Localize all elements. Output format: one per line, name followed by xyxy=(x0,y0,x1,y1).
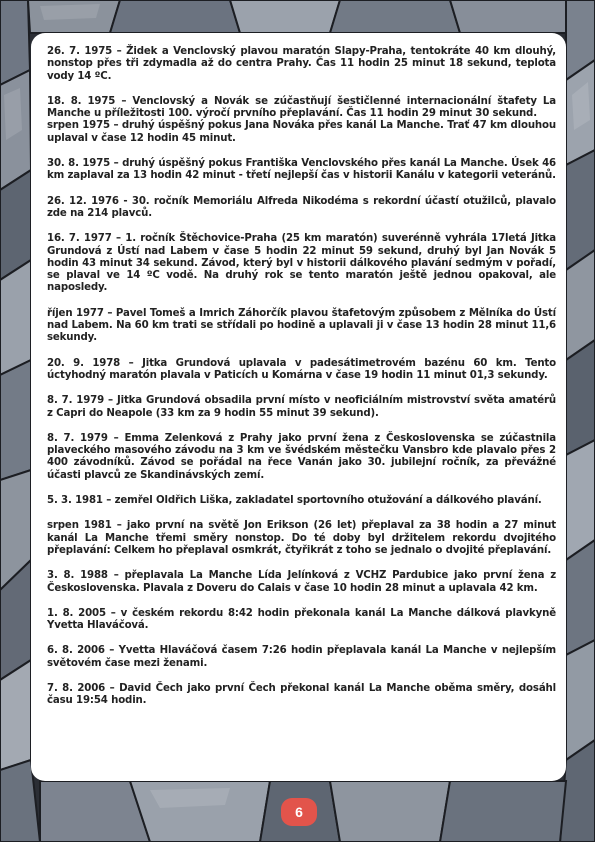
entry-text: srpen 1975 – druhý úspěšný pokus Jana Nováka přes kanál La Manche. Trať 47 km dlouhou uplaval v čase 12 hodin 45 minut. xyxy=(47,120,556,144)
entry-text: 1. 8. 2005 – v českém rekordu 8:42 hodin překonala kanál La Manche dálková plavkyně Yvetta Hlaváčová. xyxy=(47,607,556,632)
timeline-entry xyxy=(47,46,556,83)
timeline-entry xyxy=(47,358,556,383)
entry-text: 7. 8. 2006 – David Čech jako první Čech překonal kanál La Manche oběma směry, dosáhl času 19:54 hodin. xyxy=(47,682,556,707)
entry-text: 16. 7. 1977 – 1. ročník Štěchovice-Praha (25 km maratón) suverénně vyhrála 17letá Jitka Grundová z Ústí nad Labem v čase 5 hodin 22 minut 59 sekund, druhý byl Jan Novák 5 hodin 43 minut 34 sekund. Závod, který byl v historii dálkového plavání sedmým v pořadí, se plaval ve 14 ºC vodě. Na druhý rok se tento maratón ještě jednou opakoval, ale naposledy. xyxy=(47,233,556,294)
entry-text: 8. 7. 1979 – Emma Zelenková z Prahy jako první žena z Československa se zúčastnila plaveckého masového závodu na 3 km ve švédském městečku Vansbro kde plavalo přes 2 400 závodníků. Závod se pořádal na řece Vanán jako 30. jubilejní ročník, za převážné účasti plavců ze Skandinávských zemí. xyxy=(47,432,556,481)
timeline-entry xyxy=(47,233,556,294)
entry-text: 20. 9. 1978 – Jitka Grundová uplavala v padesátimetrovém bazénu 60 km. Tento úctyhodný maratón plavala v Paticích u Komárna v čase 19 hodin 11 minut 01,3 sekundy. xyxy=(47,357,556,381)
entry-text: 6. 8. 2006 – Yvetta Hlaváčová časem 7:26 hodin přeplavala kanál La Manche v nejlepším světovém čase mezi ženami. xyxy=(47,645,556,669)
timeline-entry xyxy=(47,96,556,145)
timeline-entry xyxy=(47,683,556,708)
timeline-entry xyxy=(47,395,556,420)
entry-text: říjen 1977 – Pavel Tomeš a Imrich Záhorčík plavou štafetovým způsobem z Mělníka do Ústí nad Labem. Na 60 km trati se střídali po hodině a uplavali ji v čase 13 hodin 28 minut 11,6 sekundy. xyxy=(47,307,556,344)
timeline-entry xyxy=(47,495,556,507)
text-card xyxy=(31,33,566,781)
entry-text: 8. 7. 1979 – Jitka Grundová obsadila první místo v neoficiálním mistrovství světa amatérů z Capri do Neapole (33 km za 9 hodin 55 minut 39 sekund). xyxy=(47,395,556,419)
timeline-entry xyxy=(47,608,556,633)
timeline-entry xyxy=(47,570,556,595)
entry-text: srpen 1981 – jako první na světě Jon Erikson (26 let) přeplaval za 38 hodin a 27 minut kanál La Manche třemi směry nonstop. Do té doby byl držitelem rekordu dvojitého přeplavání: Celkem ho přeplaval osmkrát, čtyřikrát z toho se jednalo o dvojité přeplavání. xyxy=(47,520,556,556)
timeline-entry xyxy=(47,196,556,221)
entry-text: 30. 8. 1975 – druhý úspěšný pokus Františka Venclovského přes kanál La Manche. Úsek 46 km zaplaval za 13 hodin 42 minut - třetí nejlepší čas v historii Kanálu v kategorii veteránů. xyxy=(47,158,556,182)
entry-text: 3. 8. 1988 – přeplavala La Manche Lída Jelínková z VCHZ Pardubice jako první žena z Československa. Plavala z Doveru do Calais v čase 10 hodin 28 minut a uplavala 42 km. xyxy=(47,570,556,594)
page-number-badge: 6 xyxy=(281,798,317,826)
entry-text: 5. 3. 1981 – zemřel Oldřich Liška, zakladatel sportovního otužování a dálkového plavání. xyxy=(47,495,542,507)
timeline-entry xyxy=(47,158,556,183)
entry-text: 26. 12. 1976 - 30. ročník Memoriálu Alfreda Nikodéma s rekordní účastí otužilců, plavalo zde na 214 plavců. xyxy=(47,195,556,219)
timeline-entry xyxy=(47,308,556,345)
timeline-entry xyxy=(47,520,556,557)
entry-text: 26. 7. 1975 – Židek a Venclovský plavou maratón Slapy-Praha, tentokráte 40 km dlouhý, nonstop přes tři zdymadla až do centra Prahy. Čas 11 hodin 25 minut 18 sekund, teplota vody 14 ºC. xyxy=(47,46,556,82)
entry-text: 18. 8. 1975 – Venclovský a Novák se zúčastňují šestičlenné internacionální štafety La Manche u příležitosti 100. výročí prvního přeplavání. Čas 11 hodin 29 minut 30 sekund. xyxy=(47,95,556,120)
timeline-entry xyxy=(47,433,556,482)
timeline-entry xyxy=(47,645,556,670)
